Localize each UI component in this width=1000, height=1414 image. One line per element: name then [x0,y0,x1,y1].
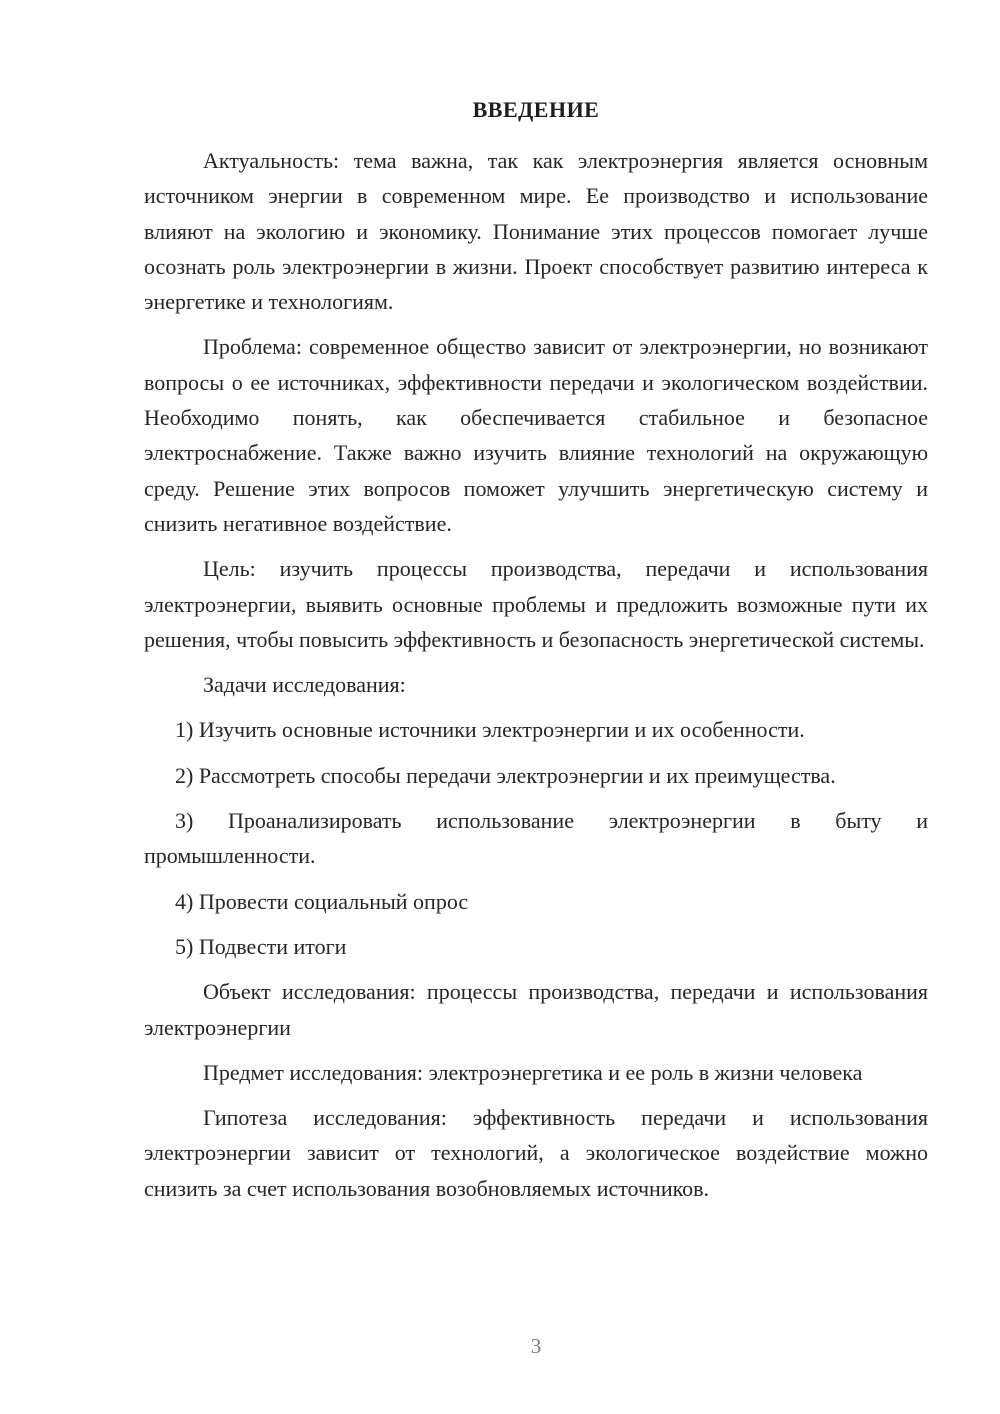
problem-paragraph: Проблема: современное общество зависит от электроэнергии, но возникают вопросы о ее источниках, эффективности передачи и экологическом воздействии. Необходимо понять, как обеспечивается стабильное и безопасное электроснабжение. Также важно изучить влияние технологий на окружающую среду. Решение этих вопросов поможет улучшить энергетическую систему и снизить негативное воздействие. [144,334,928,536]
task-item: 1) Изучить основные источники электроэнергии и их особенности. [175,717,805,743]
object-paragraph: Объект исследования: процессы производства, передачи и использования электроэнергии [144,979,928,1040]
hypothesis-paragraph: Гипотеза исследования: эффективность передачи и использования электроэнергии зависит от технологий, а экологическое воздействие можно снизить за счет использования возобновляемых источников. [144,1105,928,1201]
task-item: 3) Проанализировать использование электроэнергии в быту и промышленности. [144,808,928,869]
subject-paragraph: Предмет исследования: электроэнергетика и ее роль в жизни человека [203,1059,863,1085]
task-item: 4) Провести социальный опрос [175,888,469,914]
page-number: 3 [530,1334,542,1358]
task-item: 2) Рассмотреть способы передачи электроэнергии и их преимущества. [175,762,836,788]
goal-paragraph: Цель: изучить процессы производства, передачи и использования электроэнергии, выявить основные проблемы и предложить возможные пути их решения, чтобы повысить эффективность и безопасность энергетической системы. [144,556,928,652]
page-content [144,95,928,1216]
relevance-paragraph: Актуальность: тема важна, так как электроэнергия является основным источником энергии в современном мире. Ее производство и использование влияют на экологию и экономику. Понимание этих процессов помогает лучше осознать роль электроэнергии в жизни. Проект способствует развитию интереса к энергетике и технологиям. [144,148,928,315]
tasks-heading: Задачи исследования: [203,672,406,698]
section-title: ВВЕДЕНИЕ [472,97,600,122]
task-item: 5) Подвести итоги [175,933,347,959]
